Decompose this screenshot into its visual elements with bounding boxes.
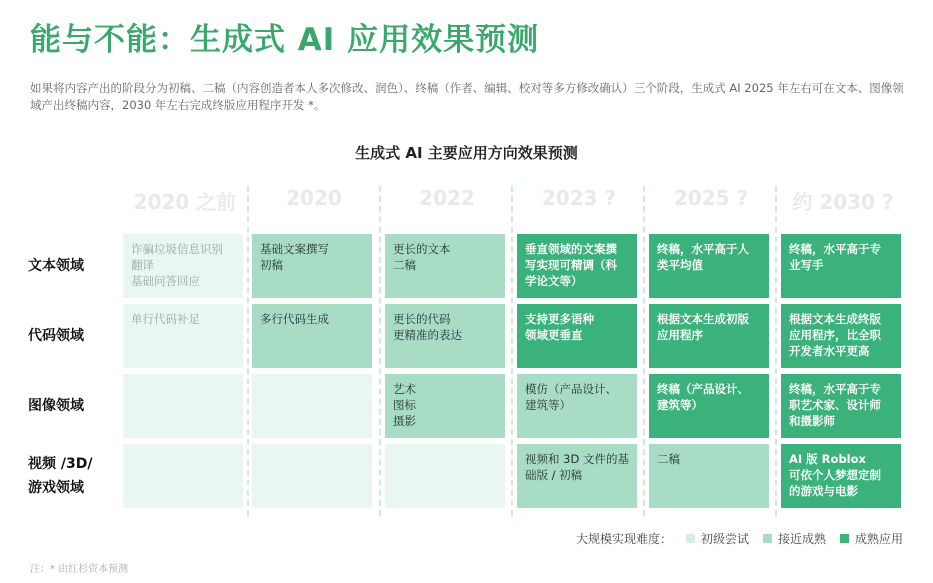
table-cell bbox=[123, 304, 243, 368]
cell-text: 的游戏与电影 bbox=[789, 484, 858, 498]
cell-text: 基础文案撰写 bbox=[260, 242, 329, 256]
cell-text: 终稿（产品设计、 bbox=[657, 382, 749, 396]
cell-text: 支持更多语种 bbox=[525, 312, 594, 326]
cell-text: 础版 / 初稿 bbox=[525, 468, 583, 482]
row-label-line: 游戏领域 bbox=[28, 480, 84, 496]
column-divider bbox=[775, 186, 777, 516]
cell-text: 图标 bbox=[393, 398, 416, 412]
table-cell bbox=[781, 304, 901, 368]
cell-text: 翻译 bbox=[131, 258, 154, 272]
table-cell bbox=[252, 304, 372, 368]
table-cell bbox=[123, 234, 243, 298]
cell-text: 学论文等） bbox=[525, 274, 583, 288]
table-cell bbox=[781, 234, 901, 298]
column-header: 2020 之前 bbox=[133, 190, 237, 214]
cell-text: 建筑等） bbox=[525, 398, 571, 412]
table-cell bbox=[649, 304, 769, 368]
page-title: 能与不能：生成式 AI 应用效果预测 bbox=[30, 22, 540, 58]
legend-swatch-level2 bbox=[840, 534, 849, 543]
cell-text: 更长的代码 bbox=[393, 312, 451, 326]
table-cell bbox=[517, 234, 637, 298]
column-divider bbox=[643, 186, 645, 516]
table-cell bbox=[649, 444, 769, 508]
column-divider bbox=[379, 186, 381, 516]
column-header: 2025 ? bbox=[673, 186, 749, 210]
cell-text: AI 版 Roblox bbox=[789, 452, 866, 466]
table-cell bbox=[385, 444, 505, 508]
legend-item-level1: 接近成熟 bbox=[777, 532, 826, 546]
table-cell bbox=[385, 304, 505, 368]
cell-text: 诈骗垃圾信息识别 bbox=[131, 242, 223, 256]
table-cell bbox=[385, 374, 505, 438]
legend-swatch-level1 bbox=[763, 534, 772, 543]
cell-text: 可依个人梦想定制 bbox=[789, 468, 881, 482]
cell-text: 业写手 bbox=[789, 258, 824, 272]
table-title: 生成式 AI 主要应用方向效果预测 bbox=[355, 144, 578, 162]
table-cell bbox=[252, 444, 372, 508]
table-cell bbox=[123, 444, 243, 508]
cell-text: 和摄影师 bbox=[789, 414, 835, 428]
row-label bbox=[28, 444, 118, 508]
cell-text: 视频和 3D 文件的基 bbox=[525, 452, 629, 466]
cell-text: 类平均值 bbox=[657, 258, 703, 272]
cell-text: 初稿 bbox=[260, 258, 283, 272]
table-cell bbox=[252, 374, 372, 438]
cell-text: 更精准的表达 bbox=[393, 328, 462, 342]
cell-text: 多行代码生成 bbox=[260, 312, 329, 326]
column-header: 约 2030 ? bbox=[792, 190, 894, 214]
cell-text: 领域更垂直 bbox=[525, 328, 583, 342]
table-cell bbox=[517, 304, 637, 368]
table-cell bbox=[517, 444, 637, 508]
legend bbox=[576, 530, 903, 547]
cell-text: 建筑等） bbox=[657, 398, 703, 412]
cell-text: 艺术 bbox=[393, 382, 416, 396]
column-divider bbox=[247, 186, 249, 516]
column-header: 2020 bbox=[286, 186, 342, 210]
page-subtitle: 如果将内容产出的阶段分为初稿、二稿（内容创造者本人多次修改、润色）、终稿（作者、编辑、校对等多方修改确认）三个阶段，生成式 AI 2025 年左右可在文本、图像领域产出终稿内容，2030 年左右完成终版应用程序开发 *。 bbox=[30, 81, 904, 112]
cell-text: 二稿 bbox=[393, 258, 416, 272]
row-label-line: 代码领域 bbox=[28, 328, 84, 344]
table-cell bbox=[781, 374, 901, 438]
cell-text: 摄影 bbox=[393, 414, 416, 428]
cell-text: 根据文本生成初版 bbox=[657, 312, 749, 326]
legend-item-level2: 成熟应用 bbox=[854, 532, 903, 546]
row-label-line: 视频 /3D/ bbox=[28, 456, 93, 472]
table-cell bbox=[517, 374, 637, 438]
table-cell bbox=[123, 374, 243, 438]
column-header: 2023 ? bbox=[541, 186, 617, 210]
table-cell bbox=[252, 234, 372, 298]
cell-text: 根据文本生成终版 bbox=[789, 312, 881, 326]
row-label bbox=[28, 374, 118, 438]
legend-swatch-level0 bbox=[686, 534, 695, 543]
table-cell bbox=[781, 444, 901, 508]
legend-item-level0: 初级尝试 bbox=[700, 532, 749, 546]
legend-label: 大规模实现难度： bbox=[575, 532, 672, 546]
cell-text: 终稿，水平高于专 bbox=[789, 242, 881, 256]
table-cell bbox=[385, 234, 505, 298]
cell-text: 单行代码补足 bbox=[131, 312, 200, 326]
cell-text: 开发者水平更高 bbox=[789, 344, 870, 358]
row-label bbox=[28, 234, 118, 298]
cell-text: 职艺术家、设计师 bbox=[789, 398, 881, 412]
cell-text: 应用程序 bbox=[657, 328, 703, 342]
column-divider bbox=[511, 186, 513, 516]
cell-text: 垂直领域的文案撰 bbox=[525, 242, 617, 256]
row-label-line: 文本领域 bbox=[28, 258, 84, 274]
table-cell bbox=[649, 374, 769, 438]
row-label bbox=[28, 304, 118, 368]
cell-text: 更长的文本 bbox=[393, 242, 451, 256]
cell-text: 模仿（产品设计、 bbox=[525, 382, 617, 396]
cell-text: 二稿 bbox=[657, 452, 680, 466]
column-header: 2022 bbox=[419, 186, 475, 210]
table-cell bbox=[649, 234, 769, 298]
cell-text: 应用程序，比全职 bbox=[789, 328, 881, 342]
cell-text: 写实现可精调（科 bbox=[525, 258, 617, 272]
row-label-line: 图像领域 bbox=[28, 398, 84, 414]
cell-text: 终稿，水平高于专 bbox=[789, 382, 881, 396]
footnote: 注：* 由红杉资本预测 bbox=[30, 564, 129, 575]
cell-text: 终稿，水平高于人 bbox=[657, 242, 749, 256]
cell-text: 基础问答回应 bbox=[131, 274, 200, 288]
